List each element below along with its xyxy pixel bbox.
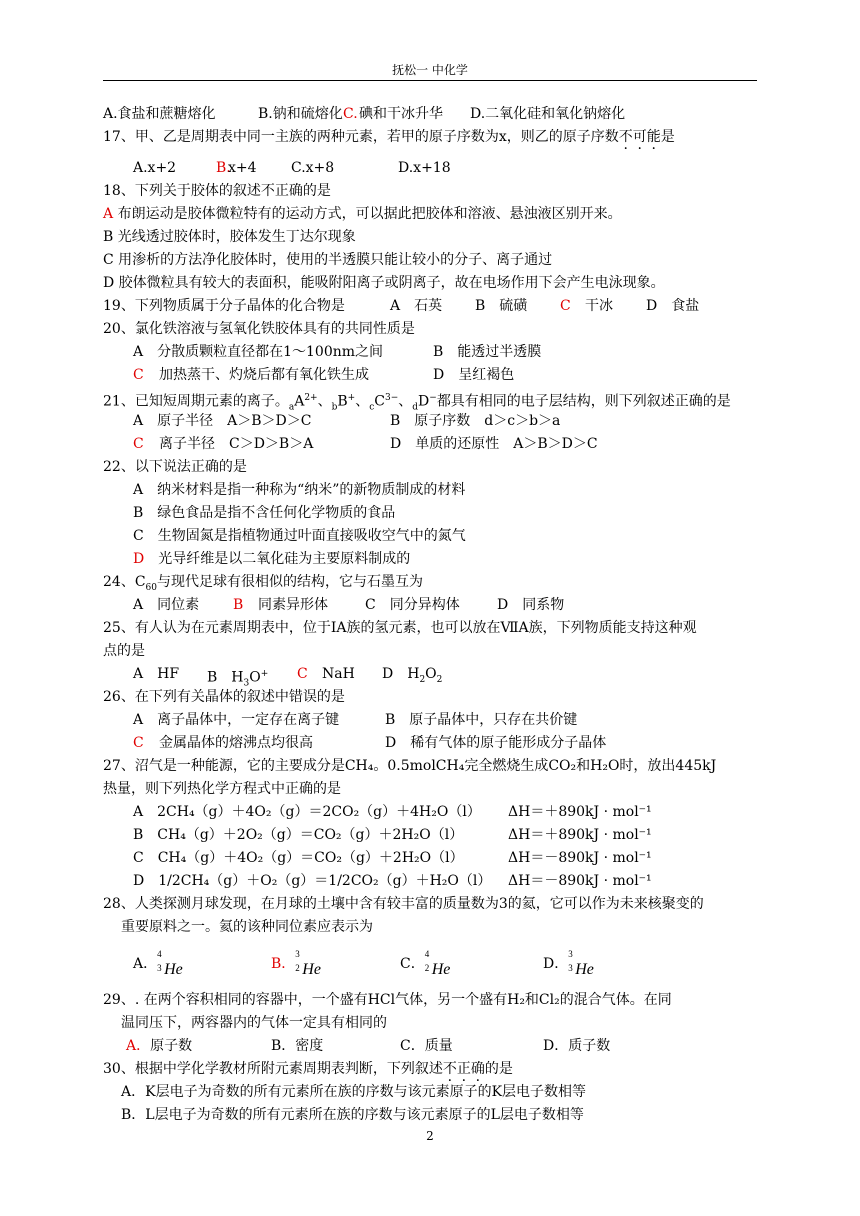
option-d: D 光导纤维是以二氧化硅为主要原料制成的 [133,551,411,567]
question-29: 29、. 在两个容积相同的容器中，一个盛有HCl气体，另一个盛有H₂和Cl₂的混合气体。在同 [103,992,672,1008]
emphasis-dot: 能 [646,129,661,145]
options-27-a [103,801,763,824]
option-b: x+4 [228,160,257,176]
options-25 [103,663,763,689]
option-b: B 原子序数 d＞c＞b＞a [390,413,561,429]
document-body [103,103,763,1127]
option-c: C． 4 2 He [400,949,451,978]
question-19: 19、下列物质属于分子晶体的化合物是 A 石英 B 硫磺 C 干冰 D 食盐 [103,295,763,318]
option-a: A．原子数 [126,1038,193,1054]
option-a: A 2CH₄（g）＋4O₂（g）＝2CO₂（g）＋4H₂O（l） [133,804,481,820]
option-d: D 1/2CH₄（g）＋O₂（g）＝1/2CO₂（g）＋H₂O（l） [133,873,492,889]
enthalpy-c: ΔH＝－890kJ · mol⁻¹ [508,850,652,866]
option-d: D 胶体微粒具有较大的表面积，能吸附阳离子或阴离子，故在电场作用下会产生电泳现象。 [103,275,665,291]
option-a: A 同位素 [133,597,200,613]
option-b: B 绿色食品是指不含任何化学物质的食品 [133,505,396,521]
option-b: B $H_3O^+$ [207,669,269,689]
question-18: 18、下列关于胶体的叙述不正确的是 [103,183,331,199]
emphasis-dot: 可 [632,129,647,145]
options-26-row2 [103,732,763,755]
option-b: 同素异形体 [244,597,328,613]
question-28: 28、人类探测月球发现，在月球的土壤中含有较丰富的质量数为3的氦，它可以作为未来核聚变的 [103,896,704,912]
page-header: 抚松一 中化学 [103,62,757,81]
question-29-cont: 温同压下，两容器内的气体一定具有相同的 [121,1015,387,1031]
question-25-cont: 点的是 [103,643,145,659]
option-b: B． 3 2 He [271,949,321,978]
option-c: C CH₄（g）＋4O₂（g）＝CO₂（g）＋2H₂O（l） [133,850,464,866]
option-d: D 同系物 [497,597,565,613]
option-c: C.x+8 [291,160,335,176]
options-29 [103,1035,763,1058]
option-b: B 光线透过胶体时，胶体发生丁达尔现象 [103,229,356,245]
answer-marker: C [560,298,571,314]
option-b: B 原子晶体中，只存在共价键 [385,712,578,728]
option-c: 离子半径 C＞D＞B＞A [145,436,314,452]
emphasis-dot: 正 [456,1061,471,1077]
option-c: 碘和干冰升华 [359,106,443,122]
options-27-d [103,870,763,893]
enthalpy-b: ΔH＝＋890kJ · mol⁻¹ [508,827,652,843]
option-a: A 分散质颗粒直径都在1～100nm之间 [133,344,384,360]
option-b: B 硫磺 [475,298,528,314]
option-d: D．质子数 [543,1038,611,1054]
options-21-row2 [103,433,763,456]
option-a: A 布朗运动是胶体微粒特有的运动方式，可以据此把胶体和溶液、悬浊液区别开来。 [103,206,622,222]
option-b: B CH₄（g）＋2O₂（g）＝CO₂（g）＋2H₂O（l） [133,827,464,843]
option-c: C 生物固氮是指植物通过叶面直接吸收空气中的氮气 [133,528,466,544]
options-24 [103,594,763,617]
option-d: D 呈红褐色 [433,367,515,383]
option-a: A HF [133,666,180,682]
option-d: D． 3 3 He [543,949,594,978]
answer-marker: C [133,436,144,452]
question-22: 22、以下说法正确的是 [103,459,247,475]
question-26: 26、在下列有关晶体的叙述中错误的是 [103,689,345,705]
question-27: 27、沼气是一种能源，它的主要成分是CH₄。0.5molCH₄完全燃烧生成CO₂和H₂O时，放出445kJ [103,758,717,774]
options-21-row1 [103,410,763,433]
options-27-c [103,847,763,870]
option-c: C．质量 [400,1038,453,1054]
option-a: A 离子晶体中，一定存在离子键 [133,712,340,728]
option-b: B．密度 [271,1038,324,1054]
emphasis-dot: 确 [470,1061,485,1077]
question-28-cont: 重要原料之一。氦的该种同位素应表示为 [121,919,373,935]
option-c: C 同分异构体 [365,597,460,613]
option-b: B．L层电子为奇数的所有元素所在族的序数与该元素原子的L层电子数相等 [121,1107,584,1123]
option-d: D.x+18 [398,160,451,176]
option-c: 金属晶体的熔沸点均很高 [145,735,313,751]
emphasis-dot: 不 [618,129,633,145]
question-21: 21、已知短周期元素的离子。$_aA^{2+}$、$_b$B+、$_cC^{3-}$、$_d$D−都具有相同的电子层结构，则下列叙述正确的是 [103,393,731,413]
option-d: D 稀有气体的原子能形成分子晶体 [385,735,607,751]
option-a: A． 4 3 He [133,949,183,978]
option-a: A 石英 [390,298,443,314]
option-d: D $H_2O_2$ [382,666,443,685]
question-25: 25、有人认为在元素周期表中，位于ⅠA族的氢元素，也可以放在ⅦA族，下列物质能支持这种观 [103,620,697,636]
answer-marker: C [297,666,308,682]
options-17 [103,157,763,180]
answer-marker: B [233,597,244,613]
question-17: 17、甲、乙是周期表中同一主族的两种元素，若甲的原子序数为x，则乙的原子序数不可能是 [103,129,675,145]
option-c: NaH [308,666,355,682]
option-a: A 纳米材料是指一种称为“纳米”的新物质制成的材料 [133,482,466,498]
option-a: A.x+2 [133,160,177,176]
option-c: 加热蒸干、灼烧后都有氧化铁生成 [145,367,369,383]
question-20: 20、氯化铁溶液与氢氧化铁胶体具有的共同性质是 [103,321,415,337]
options-26-row1 [103,709,763,732]
options-20-row2 [103,364,763,387]
options-27-b [103,824,763,847]
option-line-16 [103,103,763,126]
option-b: B.钠和硫熔化 [258,106,343,122]
question-27-cont: 热量，则下列热化学方程式中正确的是 [103,781,341,797]
answer-marker: C [133,735,144,751]
option-a: A.食盐和蔗糖熔化 [103,106,216,122]
option-c: C 用渗析的方法净化胶体时，使用的半透膜只能让较小的分子、离子通过 [103,252,553,268]
enthalpy-a: ΔH＝＋890kJ · mol⁻¹ [508,804,652,820]
answer-marker: C. [343,106,358,122]
options-28 [103,947,763,981]
answer-marker: C [133,367,144,383]
options-20-row1 [103,341,763,364]
option-d: D 单质的还原性 A＞B＞D＞C [390,436,598,452]
option-c: 干冰 [571,298,613,314]
option-d: D 食盐 [646,298,700,314]
option-a: A 原子半径 A＞B＞D＞C [133,413,312,429]
question-24: 24、$C_{60}$与现代足球有很相似的结构，它与石墨互为 [103,574,423,593]
option-d: D.二氧化硅和氧化钠熔化 [470,106,626,122]
question-30: 30、根据中学化学教材所附元素周期表判断，下列叙述不正确的是 [103,1061,513,1077]
enthalpy-d: ΔH＝－890kJ · mol⁻¹ [508,873,652,889]
answer-marker: B. [216,160,231,176]
emphasis-dot: 不 [442,1061,457,1077]
page-number: 2 [426,1129,434,1143]
option-b: B 能透过半透膜 [433,344,542,360]
option-a: A．K层电子为奇数的所有元素所在族的序数与该元素原子的K层电子数相等 [121,1084,587,1100]
